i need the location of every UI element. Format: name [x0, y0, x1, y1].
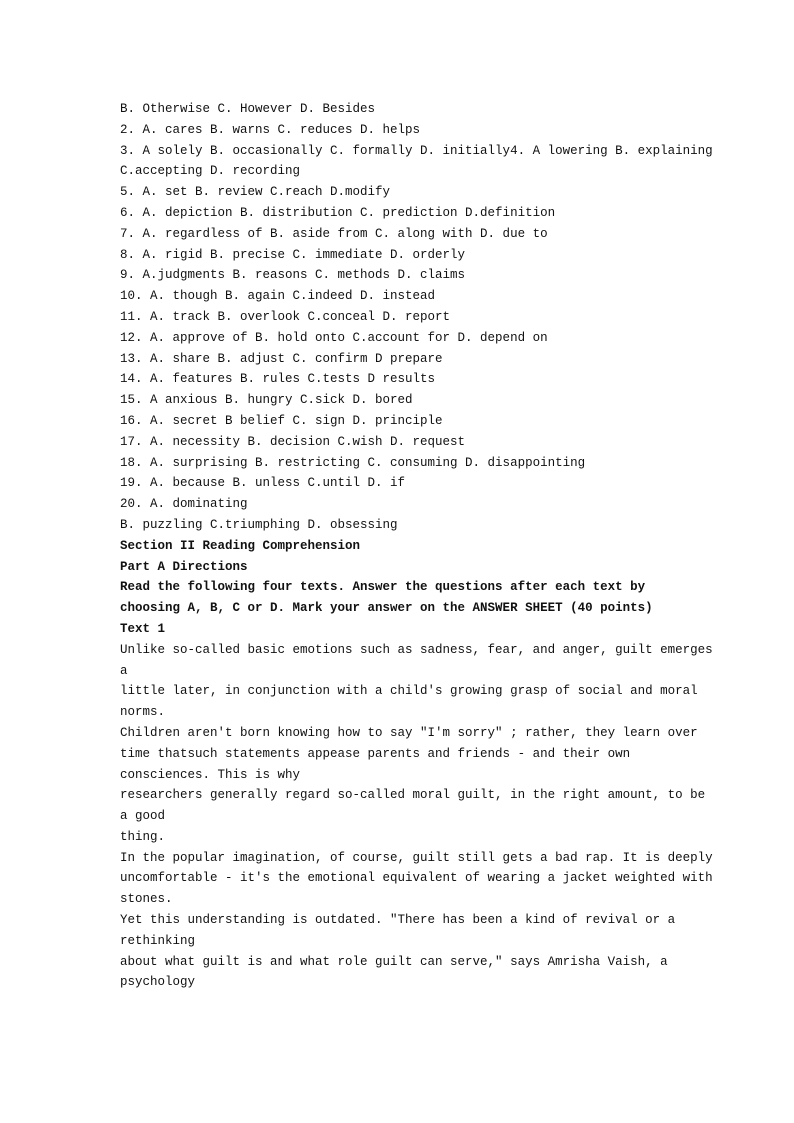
document-text-line: 19. A. because B. unless C.until D. if [120, 476, 406, 491]
document-text-line: little later, in conjunction with a child's growing grasp of social and moral [120, 684, 698, 699]
document-text-line: B. Otherwise C. However D. Besides [120, 102, 376, 116]
document-text-line: uncomfortable - it's the emotional equivalent of wearing a jacket weighted with [120, 871, 713, 886]
document-text-line: 11. A. track B. overlook C.conceal D. report [120, 309, 451, 324]
document-text-line: norms. [120, 705, 166, 720]
document-text-line: 13. A. share B. adjust C. confirm D prepare [120, 351, 443, 366]
document-text-line: 9. A.judgments B. reasons C. methods D. claims [120, 268, 466, 283]
document-text-line: 12. A. approve of B. hold onto C.account for D. depend on [120, 330, 548, 345]
document-text-line: 15. A anxious B. hungry C.sick D. bored [120, 393, 413, 408]
document-text-line: Children aren't born knowing how to say "I'm sorry" ; rather, they learn over [120, 725, 698, 740]
document-text-line: 2. A. cares B. warns C. reduces D. helps [120, 122, 421, 137]
document-text-line: 6. A. depiction B. distribution C. prediction D.definition [120, 205, 556, 220]
document-text-line: 5. A. set B. review C.reach D.modify [120, 185, 391, 200]
document-text-line: stones. [120, 892, 173, 907]
document-text-line: 8. A. rigid B. precise C. immediate D. orderly [120, 247, 466, 262]
document-text-line: 16. A. secret B belief C. sign D. principle [120, 413, 443, 428]
document-text-line: psychology [120, 975, 196, 990]
document-text-line: 10. A. though B. again C.indeed D. instead [120, 289, 436, 304]
document-text-line: B. puzzling C.triumphing D. obsessing [120, 517, 398, 532]
document-text-line: C.accepting D. recording [120, 164, 301, 179]
document-text-line: In the popular imagination, of course, guilt still gets a bad rap. It is deeply [120, 850, 713, 865]
document-text-line: a [120, 663, 128, 678]
document-heading-line: Text 1 [120, 621, 166, 636]
document-text-line: about what guilt is and what role guilt can serve," says Amrisha Vaish, a [120, 954, 668, 969]
document-text-line: thing. [120, 829, 166, 844]
document-text-line: 18. A. surprising B. restricting C. consuming D. disappointing [120, 455, 586, 470]
document-text-line: time thatsuch statements appease parents and friends - and their own [120, 746, 631, 761]
document-text-line: 17. A. necessity B. decision C.wish D. request [120, 434, 466, 449]
document-text-line: Unlike so-called basic emotions such as sadness, fear, and anger, guilt emerges [120, 642, 713, 657]
document-text-line: rethinking [120, 933, 196, 948]
document-text-line: Yet this understanding is outdated. "There has been a kind of revival or a [120, 913, 676, 928]
document-heading-line: choosing A, B, C or D. Mark your answer on the ANSWER SHEET (40 points) [120, 601, 653, 616]
document-text-line: 7. A. regardless of B. aside from C. along with D. due to [120, 226, 548, 241]
document-heading-line: Section II Reading Comprehension [120, 538, 361, 553]
document-page [120, 99, 713, 993]
document-text-line: researchers generally regard so-called moral guilt, in the right amount, to be [120, 788, 706, 803]
document-text-line: 14. A. features B. rules C.tests D results [120, 372, 436, 387]
document-text-line: a good [120, 809, 166, 824]
document-text-line: 20. A. dominating [120, 497, 248, 512]
document-text-line: 3. A solely B. occasionally C. formally D. initially4. A lowering B. explaining [120, 143, 713, 158]
document-text-line: consciences. This is why [120, 767, 301, 782]
document-heading-line: Part A Directions [120, 559, 248, 574]
document-heading-line: Read the following four texts. Answer the questions after each text by [120, 580, 646, 595]
